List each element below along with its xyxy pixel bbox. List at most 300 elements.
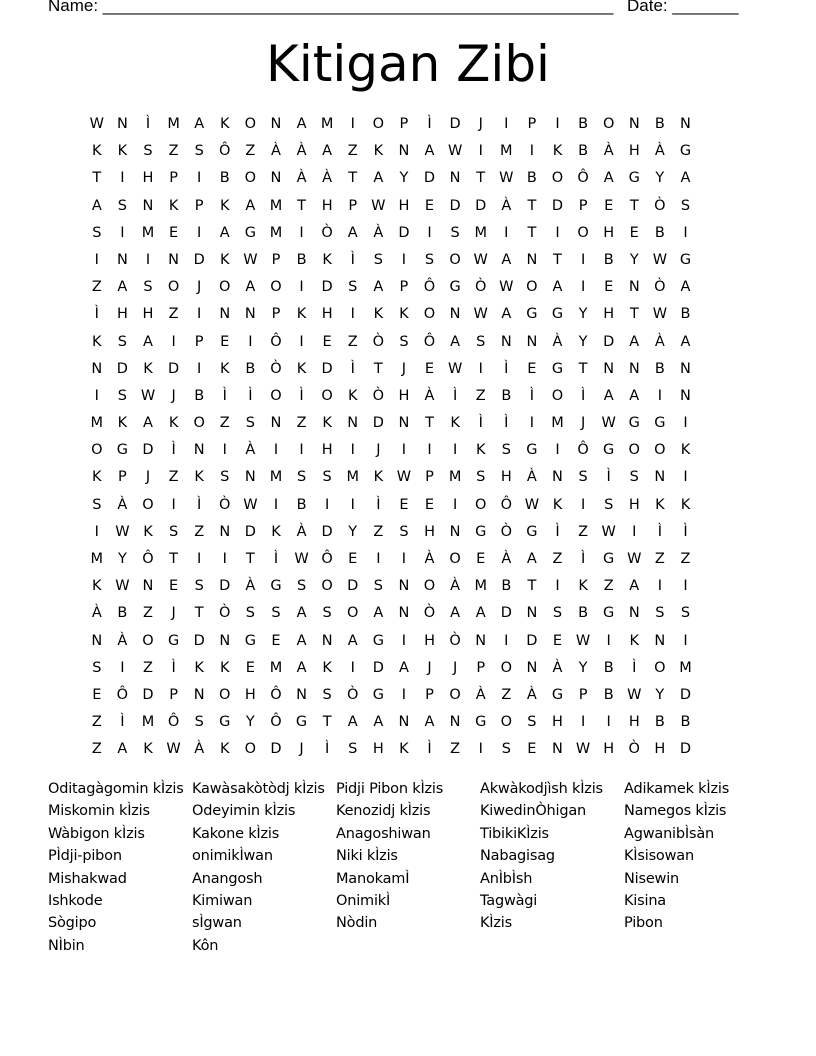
grid-letter: W [627, 686, 642, 703]
grid-letter: I [401, 442, 407, 459]
grid-letter: Ì [555, 523, 560, 540]
grid-letter: A [296, 632, 307, 649]
grid-letter: B [578, 143, 589, 160]
grid-letter: H [603, 741, 615, 758]
word-list-item: PÌdji-pibon [48, 848, 122, 865]
grid-row [84, 329, 698, 356]
grid-letter: W [294, 551, 309, 567]
word-list-item: Namegos kÌzis [624, 803, 727, 820]
grid-letter: D [321, 523, 333, 540]
grid-row [84, 600, 698, 627]
grid-letter: T [527, 197, 537, 214]
grid-letter: Ô [167, 714, 180, 731]
grid-letter: I [555, 442, 560, 459]
grid-row [84, 111, 698, 138]
grid-letter: W [166, 741, 181, 758]
grid-letter: Ò [628, 741, 640, 758]
grid-letter: S [680, 605, 691, 622]
grid-letter: O [423, 306, 436, 323]
grid-letter: I [222, 442, 227, 459]
grid-letter: Ô [219, 143, 231, 160]
grid-letter: Ô [423, 333, 436, 350]
grid-letter: Ò [270, 360, 282, 377]
grid-letter: M [269, 224, 283, 241]
grid-letter: M [90, 551, 104, 567]
grid-letter: H [244, 686, 256, 703]
grid-letter: A [475, 605, 486, 622]
grid-row [84, 165, 698, 192]
grid-letter: Ì [145, 116, 151, 132]
grid-letter: G [654, 415, 666, 432]
grid-letter: À [117, 632, 128, 649]
grid-letter: À [450, 578, 461, 595]
grid-letter: N [270, 116, 282, 132]
grid-letter: I [555, 224, 560, 241]
grid-letter: H [321, 442, 333, 459]
grid-letter: S [476, 469, 486, 486]
grid-letter: I [427, 442, 432, 459]
grid-letter: A [143, 415, 153, 432]
grid-letter: T [169, 551, 178, 567]
grid-letter: Y [578, 659, 588, 676]
grid-letter: B [296, 496, 307, 513]
grid-letter: P [578, 197, 588, 214]
grid-letter: N [628, 279, 640, 296]
grid-letter: D [372, 659, 384, 676]
grid-letter: O [142, 632, 154, 649]
grid-letter: Z [578, 523, 589, 540]
grid-letter: H [603, 224, 615, 241]
grid-letter: W [601, 523, 616, 540]
grid-letter: K [680, 442, 691, 459]
grid-letter: I [197, 170, 202, 187]
grid-letter: S [220, 469, 230, 486]
grid-row [84, 220, 698, 247]
grid-letter: G [475, 714, 487, 731]
grid-letter: O [551, 387, 564, 404]
grid-letter: I [529, 143, 535, 160]
grid-letter: E [220, 333, 230, 350]
grid-letter: Ô [270, 686, 282, 703]
grid-letter: P [399, 116, 409, 132]
grid-letter: J [171, 605, 176, 622]
grid-letter: H [628, 714, 640, 731]
grid-letter: J [478, 116, 483, 132]
grid-letter: Ì [222, 387, 227, 404]
grid-letter: E [322, 333, 332, 350]
grid-letter: Ì [427, 116, 432, 132]
grid-letter: À [117, 496, 128, 513]
grid-letter: N [116, 251, 128, 268]
grid-row [84, 736, 698, 763]
word-list-item: Anagoshiwan [336, 825, 431, 842]
grid-letter: K [220, 116, 230, 132]
grid-letter: G [116, 442, 129, 459]
grid-letter: O [474, 496, 487, 513]
grid-letter: Y [578, 306, 588, 323]
word-column [624, 778, 768, 935]
grid-letter: B [654, 714, 665, 731]
grid-letter: P [425, 686, 434, 703]
grid-letter: K [578, 578, 588, 595]
grid-letter: K [117, 415, 128, 432]
grid-letter: G [526, 523, 538, 540]
grid-letter: J [171, 387, 176, 404]
grid-letter: I [401, 551, 407, 567]
grid-letter: N [526, 605, 538, 622]
grid-letter: I [350, 659, 355, 676]
grid-row [84, 519, 698, 546]
grid-letter: A [501, 251, 512, 268]
grid-letter: N [193, 442, 205, 459]
grid-row [84, 709, 698, 736]
grid-letter: Z [245, 143, 256, 160]
grid-letter: P [527, 116, 537, 132]
grid-letter: T [553, 251, 562, 268]
grid-letter: H [321, 197, 333, 214]
word-list-item: Kisina [624, 893, 666, 910]
grid-letter: Z [219, 415, 230, 432]
grid-letter: À [654, 143, 665, 160]
grid-letter: Z [143, 659, 153, 676]
grid-letter: M [141, 224, 155, 241]
grid-letter: E [245, 659, 255, 676]
grid-letter: G [449, 279, 461, 296]
grid-letter: I [94, 523, 99, 540]
grid-letter: N [526, 659, 538, 676]
grid-row [84, 437, 698, 464]
word-list-item: Pidji Pibon kÌzis [336, 781, 444, 797]
grid-letter: Z [347, 333, 358, 350]
grid-letter: Y [117, 551, 127, 567]
grid-letter: A [450, 333, 461, 350]
grid-letter: I [478, 143, 483, 160]
grid-letter: E [168, 224, 179, 241]
grid-letter: O [577, 224, 589, 241]
grid-letter: A [680, 333, 691, 350]
grid-letter: A [245, 197, 256, 214]
grid-letter: A [629, 333, 640, 350]
grid-letter: Z [91, 714, 102, 731]
grid-letter: N [449, 170, 461, 187]
grid-letter: S [194, 714, 204, 731]
grid-letter: N [270, 415, 282, 432]
word-list-item: AnÌbÌsh [480, 870, 533, 887]
grid-letter: D [475, 197, 487, 214]
word-list-item: onimikÌwan [192, 848, 273, 865]
grid-letter: À [373, 224, 384, 241]
grid-letter: Ì [248, 387, 253, 404]
grid-letter: K [168, 197, 179, 214]
grid-letter: W [89, 116, 104, 132]
grid-letter: D [551, 197, 564, 214]
name-field-label: Name: ______________________________________________________ [48, 0, 614, 15]
word-list-item: NÌbin [48, 937, 85, 954]
grid-letter: A [91, 197, 102, 214]
grid-letter: B [680, 306, 691, 323]
grid-letter: K [92, 333, 102, 350]
grid-letter: E [348, 551, 358, 567]
grid-letter: S [322, 605, 332, 622]
grid-letter: Ô [142, 551, 154, 567]
grid-letter: M [320, 116, 334, 132]
grid-letter: G [603, 442, 615, 459]
grid-letter: A [552, 279, 563, 296]
grid-letter: O [449, 251, 461, 268]
word-list-item: Sògipo [48, 915, 97, 932]
grid-letter: M [679, 659, 692, 676]
grid-letter: À [654, 333, 665, 350]
word-list-item: KiwedinÒhigan [480, 803, 587, 820]
grid-letter: I [376, 551, 381, 567]
grid-letter: I [683, 224, 688, 241]
word-list-item: sÌgwan [192, 915, 242, 932]
word-list-item: KÌzis [480, 915, 512, 932]
grid-letter: D [193, 251, 205, 268]
grid-letter: À [322, 170, 333, 187]
grid-letter: W [243, 251, 258, 268]
grid-letter: A [398, 659, 409, 676]
grid-letter: O [551, 170, 564, 187]
grid-letter: W [499, 170, 514, 187]
grid-letter: O [321, 578, 333, 595]
grid-letter: N [142, 578, 154, 595]
grid-letter: S [373, 251, 383, 268]
word-list-item: KÌsisowan [624, 848, 694, 865]
grid-letter: Y [348, 523, 358, 540]
grid-letter: B [296, 251, 307, 268]
grid-letter: A [680, 170, 691, 187]
grid-letter: I [683, 469, 688, 486]
grid-letter: S [680, 197, 691, 214]
grid-letter: A [501, 306, 512, 323]
grid-letter: E [424, 360, 435, 377]
grid-letter: H [398, 197, 410, 214]
grid-letter: O [654, 659, 666, 676]
grid-letter: N [219, 632, 231, 649]
grid-letter: I [555, 116, 560, 132]
grid-letter: I [273, 442, 279, 459]
grid-letter: H [372, 741, 384, 758]
grid-letter: G [603, 551, 615, 567]
grid-letter: I [606, 714, 611, 731]
grid-letter: S [143, 279, 153, 296]
grid-letter: W [652, 306, 668, 323]
grid-letter: G [679, 143, 692, 160]
grid-letter: Ì [427, 741, 432, 758]
grid-letter: I [683, 415, 688, 432]
grid-letter: I [504, 116, 509, 132]
grid-letter: N [603, 360, 615, 377]
grid-letter: K [220, 741, 230, 758]
grid-letter: A [450, 605, 461, 622]
grid-letter: À [296, 523, 307, 540]
grid-letter: B [194, 387, 205, 404]
grid-letter: D [500, 605, 512, 622]
grid-letter: S [194, 143, 204, 160]
grid-letter: J [427, 659, 432, 676]
grid-letter: Y [399, 170, 409, 187]
grid-letter: W [499, 279, 514, 296]
grid-letter: D [423, 170, 436, 187]
grid-letter: A [296, 605, 307, 622]
grid-letter: D [193, 632, 205, 649]
grid-letter: À [526, 686, 537, 703]
grid-letter: I [401, 686, 407, 703]
grid-letter: K [552, 496, 563, 513]
grid-letter: K [373, 469, 384, 486]
grid-letter: W [524, 496, 540, 513]
grid-letter: Ò [372, 387, 385, 404]
grid-letter: K [322, 659, 332, 676]
grid-letter: W [447, 360, 463, 377]
grid-letter: E [527, 360, 537, 377]
grid-letter: S [194, 578, 204, 595]
grid-letter: W [115, 578, 130, 595]
grid-letter: G [167, 632, 180, 649]
grid-letter: A [603, 387, 614, 404]
grid-letter: N [475, 632, 487, 649]
grid-letter: Ì [171, 442, 176, 459]
grid-letter: W [652, 251, 668, 268]
grid-letter: Ì [580, 387, 586, 404]
grid-letter: D [347, 578, 359, 595]
word-list-item: AgwanibÌsàn [624, 825, 714, 842]
grid-letter: S [117, 333, 127, 350]
grid-letter: H [424, 523, 435, 540]
grid-letter: Z [143, 605, 153, 622]
grid-letter: D [244, 523, 256, 540]
grid-letter: N [219, 523, 231, 540]
grid-letter: H [628, 496, 640, 513]
grid-letter: E [629, 224, 639, 241]
grid-letter: B [578, 116, 589, 132]
grid-letter: T [578, 360, 588, 377]
grid-letter: K [296, 306, 307, 323]
grid-letter: N [449, 523, 461, 540]
grid-letter: A [373, 279, 384, 296]
grid-letter: E [604, 197, 614, 214]
grid-letter: K [680, 496, 691, 513]
grid-letter: D [603, 333, 615, 350]
grid-letter: O [347, 605, 359, 622]
grid-letter: S [655, 605, 665, 622]
grid-letter: W [627, 551, 642, 567]
grid-letter: N [449, 714, 461, 731]
grid-letter: S [527, 714, 537, 731]
grid-letter: E [399, 496, 409, 513]
word-column [336, 778, 480, 935]
grid-letter: S [296, 469, 307, 486]
grid-letter: E [92, 686, 102, 703]
grid-letter: N [654, 469, 666, 486]
grid-letter: I [580, 251, 586, 268]
grid-letter: À [501, 551, 512, 567]
grid-letter: E [168, 578, 179, 595]
grid-letter: K [475, 442, 486, 459]
grid-letter: I [401, 251, 407, 268]
grid-letter: Ò [449, 632, 461, 649]
grid-letter: I [452, 496, 458, 513]
grid-letter: G [372, 632, 384, 649]
grid-letter: Ò [347, 686, 359, 703]
grid-letter: P [169, 686, 178, 703]
grid-letter: N [628, 360, 640, 377]
grid-letter: P [169, 170, 178, 187]
grid-letter: I [171, 496, 176, 513]
grid-letter: K [143, 523, 153, 540]
grid-letter: Ì [657, 523, 662, 540]
grid-letter: A [629, 578, 640, 595]
grid-letter: B [603, 659, 614, 676]
grid-letter: S [92, 659, 102, 676]
word-column [48, 778, 192, 957]
grid-letter: S [348, 279, 358, 296]
grid-letter: G [679, 251, 692, 268]
grid-letter: T [425, 415, 434, 432]
grid-letter: W [473, 306, 488, 323]
grid-letter: O [219, 686, 231, 703]
grid-letter: G [551, 360, 564, 377]
word-list-item: Nabagisag [480, 848, 555, 865]
grid-letter: I [222, 551, 227, 567]
grid-letter: K [629, 632, 640, 649]
grid-letter: I [452, 442, 458, 459]
grid-letter: M [141, 714, 155, 731]
grid-letter: N [116, 116, 128, 132]
grid-letter: Z [168, 469, 179, 486]
grid-letter: I [427, 224, 432, 241]
grid-row [84, 301, 698, 328]
grid-letter: H [603, 306, 615, 323]
grid-letter: E [552, 632, 563, 649]
grid-letter: G [475, 523, 487, 540]
grid-letter: K [655, 496, 665, 513]
grid-letter: D [321, 279, 333, 296]
grid-letter: A [680, 279, 691, 296]
grid-row [84, 492, 698, 519]
grid-letter: A [373, 714, 384, 731]
grid-letter: S [117, 387, 127, 404]
grid-letter: À [603, 143, 614, 160]
grid-letter: A [629, 387, 640, 404]
grid-letter: O [526, 279, 538, 296]
word-column [480, 778, 624, 935]
grid-letter: Ò [219, 605, 231, 622]
grid-letter: D [142, 686, 154, 703]
grid-letter: N [526, 251, 538, 268]
grid-letter: I [120, 659, 125, 676]
grid-letter: Z [552, 551, 563, 567]
grid-letter: Ò [219, 496, 231, 513]
grid-letter: I [120, 170, 125, 187]
grid-letter: G [244, 632, 256, 649]
grid-letter: I [94, 251, 99, 268]
grid-letter: Y [655, 686, 665, 703]
grid-letter: K [143, 741, 153, 758]
grid-letter: À [245, 578, 256, 595]
grid-letter: À [424, 387, 435, 404]
grid-letter: N [526, 333, 538, 350]
grid-letter: I [299, 224, 304, 241]
grid-letter: I [197, 224, 202, 241]
grid-letter: N [398, 143, 410, 160]
grid-letter: H [424, 632, 435, 649]
grid-letter: I [350, 496, 355, 513]
grid-letter: I [657, 387, 662, 404]
grid-letter: E [271, 632, 281, 649]
grid-letter: D [270, 741, 282, 758]
